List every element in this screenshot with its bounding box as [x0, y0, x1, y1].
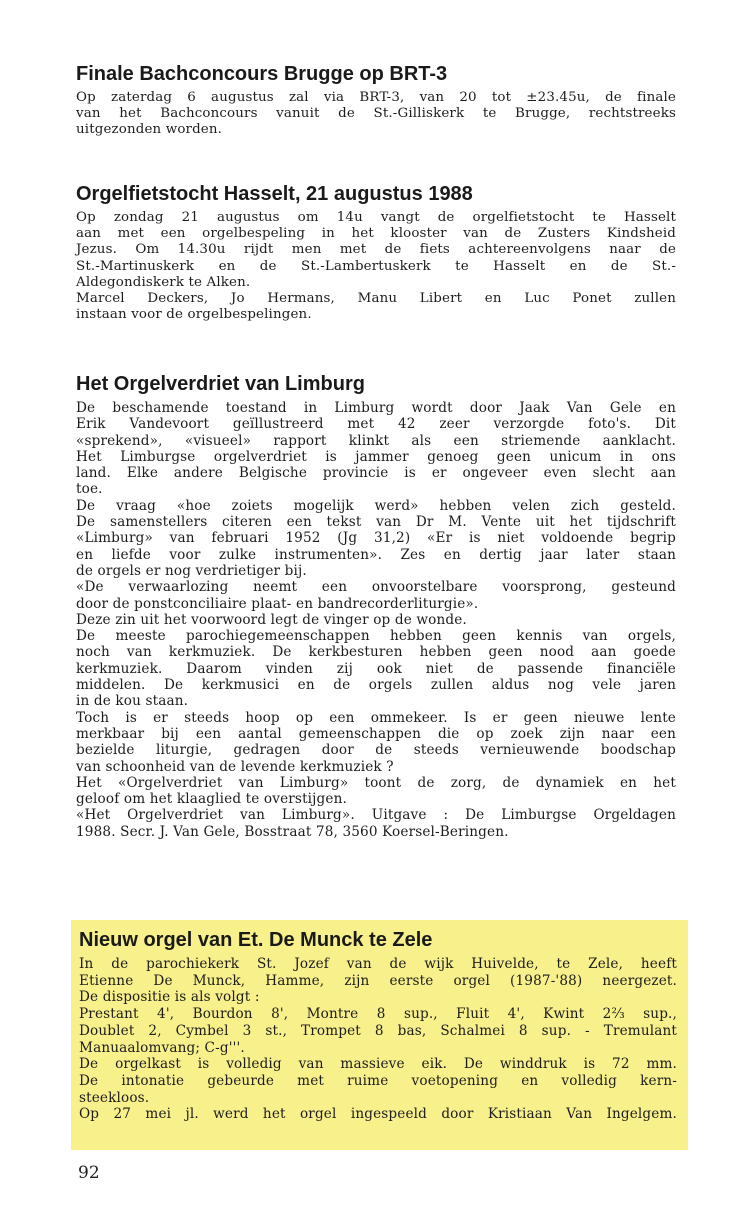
body-line: merkbaar bij een aantal gemeenschappen die op zoek zijn naar een — [76, 725, 676, 742]
article-heading: Nieuw orgel van Et. De Munck te Zele — [79, 929, 433, 951]
body-line: aan met een orgelbespeling in het klooster van de Zusters Kindsheid — [76, 226, 676, 242]
body-line: kerkmuziek. Daarom vinden zij ook niet de passende financiële — [76, 660, 676, 677]
body-line: «sprekend», «visueel» rapport klinkt als een striemende aanklacht. — [76, 432, 676, 449]
body-line: Toch is er steeds hoop op een ommekeer. Is er geen nieuwe lente — [76, 709, 676, 726]
body-line: en liefde voor zulke instrumenten». Zes en dertig jaar later staan — [76, 546, 676, 563]
article-body — [76, 210, 676, 323]
body-line: De dispositie is als volgt : — [79, 989, 260, 1006]
body-line: De orgelkast is volledig van massieve eik. De winddruk is 72 mm. — [79, 1056, 677, 1073]
article-heading: Het Orgelverdriet van Limburg — [76, 373, 365, 395]
body-line: instaan voor de orgelbespelingen. — [76, 307, 312, 323]
article-body — [76, 90, 676, 139]
body-line: Op 27 mei jl. werd het orgel ingespeeld door Kristiaan Van Ingelgem. — [79, 1106, 677, 1123]
page-number: 92 — [78, 1163, 100, 1183]
body-line: toe. — [76, 481, 103, 498]
body-line: geloof om het klaaglied te overstijgen. — [76, 791, 347, 808]
body-line: In de parochiekerk St. Jozef van de wijk Huivelde, te Zele, heeft — [79, 956, 677, 972]
body-line: Jezus. Om 14.30u rijdt men met de fiets achtereenvolgens naar de — [76, 242, 676, 258]
body-line: 1988. Secr. J. Van Gele, Bosstraat 78, 3560 Koersel-Beringen. — [76, 823, 509, 840]
body-line: Het «Orgelverdriet van Limburg» toont de zorg, de dynamiek en het — [76, 774, 676, 791]
body-line: steekloos. — [79, 1089, 150, 1106]
article-body — [79, 956, 677, 1123]
body-line: Erik Vandevoort geïllustreerd met 42 zeer verzorgde foto's. Dit — [76, 416, 676, 433]
body-line: Op zondag 21 augustus om 14u vangt de orgelfietstocht te Hasselt — [76, 210, 676, 225]
body-line: «De verwaarlozing neemt een onvoorstelbare voorsprong, gesteund — [76, 579, 676, 596]
article-nieuw-orgel — [79, 928, 677, 1123]
article-bachconcours — [76, 62, 676, 139]
body-line: De samenstellers citeren een tekst van Dr M. Vente uit het tijdschrift — [76, 514, 676, 531]
body-line: De intonatie gebeurde met ruime voetopening en volledig kern- — [79, 1072, 677, 1089]
article-body — [76, 400, 676, 840]
body-line: St.-Martinuskerk en de St.-Lambertuskerk te Hasselt en de St.- — [76, 258, 676, 274]
article-orgelverdriet — [76, 372, 676, 840]
body-line: Manuaalomvang; C-g'''. — [79, 1039, 245, 1056]
body-line: Aldegondiskerk te Alken. — [76, 274, 251, 290]
body-line: Prestant 4', Bourdon 8', Montre 8 sup., Fluit 4', Kwint 2⅔ sup., — [79, 1006, 677, 1023]
article-heading: Orgelfietstocht Hasselt, 21 augustus 1988 — [76, 183, 473, 205]
body-line: de orgels er nog verdrietiger bij. — [76, 562, 307, 579]
body-line: Etienne De Munck, Hamme, zijn eerste orgel (1987-'88) neergezet. — [79, 972, 677, 989]
body-line: Deze zin uit het voorwoord legt de vinger op de wonde. — [76, 611, 467, 628]
body-line: De meeste parochiegemeenschappen hebben geen kennis van orgels, — [76, 628, 676, 645]
body-line: middelen. De kerkmusici en de orgels zullen aldus nog vele jaren — [76, 677, 676, 694]
body-line: Marcel Deckers, Jo Hermans, Manu Libert en Luc Ponet zullen — [76, 291, 676, 307]
body-line: Het Limburgse orgelverdriet is jammer genoeg geen unicum in ons — [76, 448, 676, 465]
body-line: «Limburg» van februari 1952 (Jg 31,2) «Er is niet voldoende begrip — [76, 530, 676, 547]
body-line: van het Bachconcours vanuit de St.-Gilliskerk te Brugge, rechtstreeks — [76, 106, 676, 122]
body-line: land. Elke andere Belgische provincie is er ongeveer even slecht aan — [76, 465, 676, 482]
body-line: door de ponstconciliaire plaat- en bandrecorderliturgie». — [76, 595, 479, 612]
body-line: Op zaterdag 6 augustus zal via BRT-3, van 20 tot ±23.45u, de finale — [76, 90, 676, 105]
article-heading: Finale Bachconcours Brugge op BRT-3 — [76, 63, 448, 85]
body-line: bezielde liturgie, gedragen door de steeds vernieuwende boodschap — [76, 742, 676, 759]
body-line: van schoonheid van de levende kerkmuziek ? — [76, 758, 394, 775]
body-line: Doublet 2, Cymbel 3 st., Trompet 8 bas, Schalmei 8 sup. - Tremulant — [79, 1022, 677, 1039]
body-line: De beschamende toestand in Limburg wordt door Jaak Van Gele en — [76, 400, 676, 416]
body-line: noch van kerkmuziek. De kerkbesturen hebben geen nood aan goede — [76, 644, 676, 661]
body-line: De vraag «hoe zoiets mogelijk werd» hebben velen zich gesteld. — [76, 497, 676, 514]
body-line: in de kou staan. — [76, 693, 189, 710]
body-line: «Het Orgelverdriet van Limburg». Uitgave : De Limburgse Orgeldagen — [76, 807, 676, 824]
body-line: uitgezonden worden. — [76, 122, 223, 138]
article-orgelfietstocht — [76, 182, 676, 323]
